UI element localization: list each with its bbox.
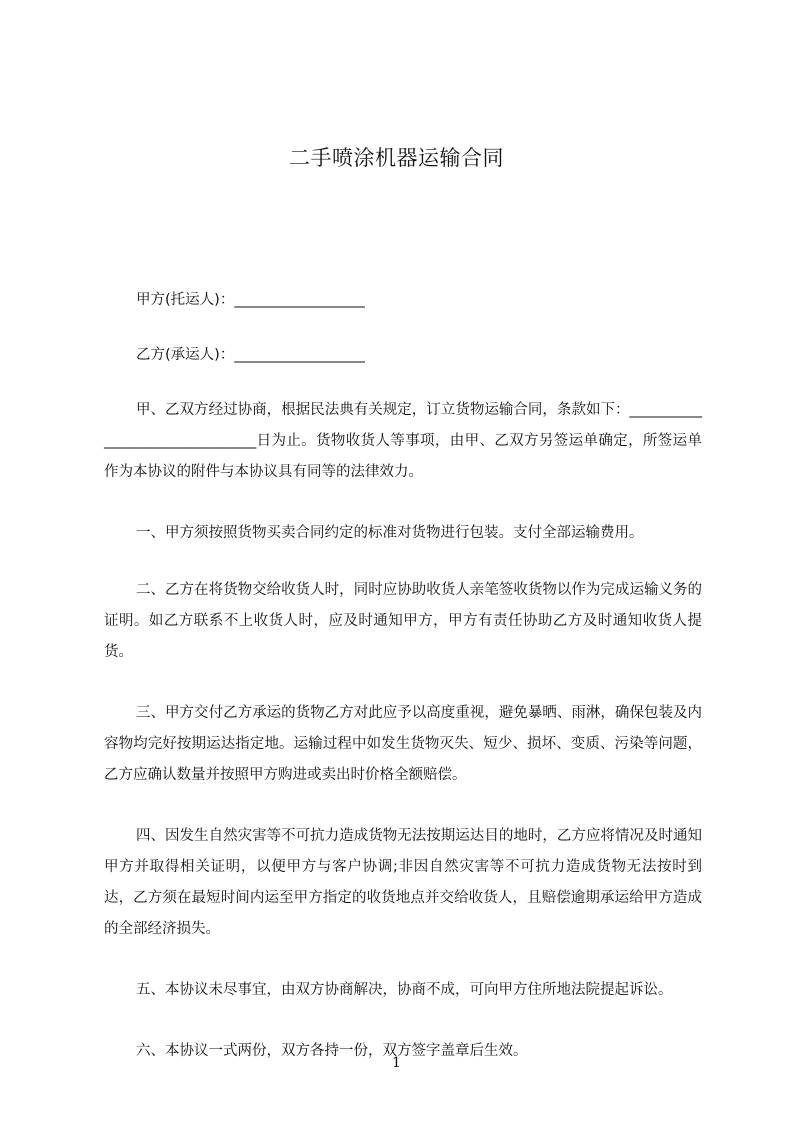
clause-5: 五、本协议未尽事宜，由双方协商解决，协商不成，可向甲方住所地法院提起诉讼。 — [136, 982, 673, 998]
document-title: 二手喷涂机器运输合同 — [289, 146, 504, 170]
preamble-paragraph: 甲、乙双方经过协商，根据民法典有关规定，订立货物运输合同，条款如下：_______________________________日为止。货物收货人等事项，由甲、乙双方另签运单确定，所签运单作为本协议的附件与本协议具有同等的法律效力。 — [104, 402, 702, 480]
page-number: 1 — [392, 1055, 401, 1071]
contract-body — [104, 285, 702, 1097]
clause-2: 二、乙方在将货物交给收货人时，同时应协助收货人亲笔签收货物以作为完成运输义务的证明。如乙方联系不上收货人时，应及时通知甲方，甲方有责任协助乙方及时通知收货人提货。 — [104, 582, 702, 660]
clause-6: 六、本协议一式两份，双方各持一份，双方签字盖章后生效。 — [136, 1043, 528, 1059]
party-b-line: 乙方(承运人)：__________________ — [136, 347, 365, 363]
party-a-line: 甲方(托运人)：__________________ — [136, 292, 365, 308]
clause-1: 一、甲方须按照货物买卖合同约定的标准对货物进行包装。支付全部运输费用。 — [136, 525, 644, 541]
clause-4: 四、因发生自然灾害等不可抗力造成货物无法按期运达目的地时，乙方应将情况及时通知甲方并取得相关证明，以便甲方与客户协调;非因自然灾害等不可抗力造成货物无法按时到达，乙方须在最短时间内运至甲方指定的收货地点并交给收货人，且赔偿逾期承运给甲方造成的全部经济损失。 — [104, 828, 702, 937]
clause-3: 三、甲方交付乙方承运的货物乙方对此应予以高度重视，避免暴晒、雨淋，确保包装及内容物均完好按期运达指定地。运输过程中如发生货物灭失、短少、损坏、变质、污染等问题，乙方应确认数量并按照甲方购进或卖出时价格全额赔偿。 — [104, 705, 702, 783]
